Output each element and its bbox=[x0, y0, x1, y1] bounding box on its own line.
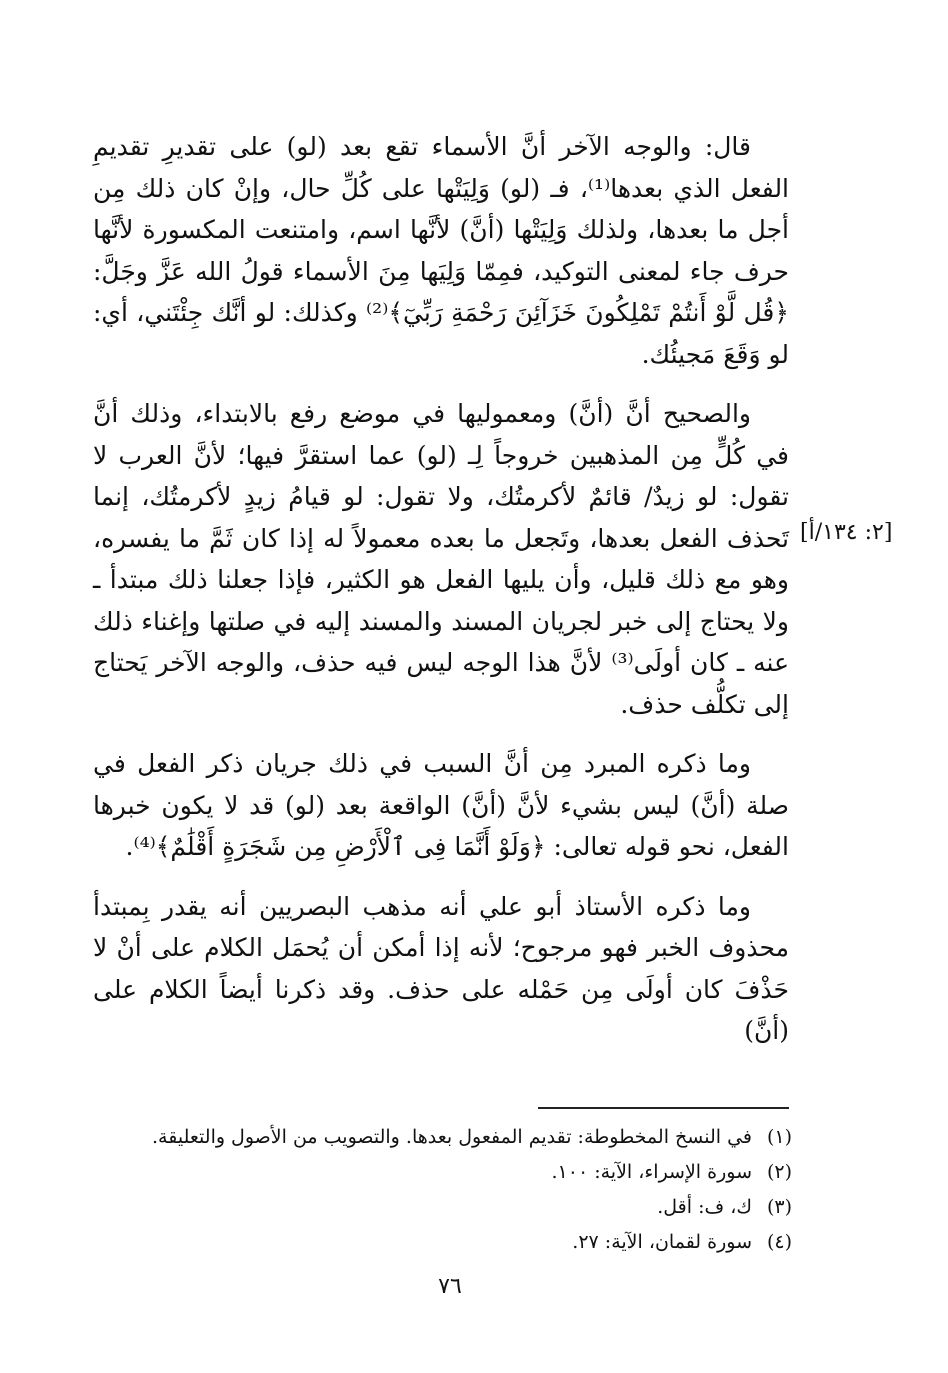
manuscript-folio-reference: [٢: ١٣٤/أ] bbox=[800, 520, 893, 545]
footnote-number: (٢) bbox=[766, 1161, 792, 1183]
footnote-item bbox=[150, 1120, 792, 1154]
footnotes bbox=[150, 1120, 792, 1260]
main-text-block bbox=[93, 126, 789, 1052]
body-paragraph-4: وما ذكره الأستاذ أبو علي أنه مذهب البصريين أنه يقدر بِمبتدأ محذوف الخبر فهو مرجوح؛ لأنه إذا أمكن أن يُحمَل الكلام على أنْ لا حَذْفَ كان أولَى مِن حَمْله على حذف. وقد ذكرنا أيضاً الكلام على (أنَّ) bbox=[93, 891, 789, 1045]
footnote-text: سورة لقمان، الآية: ٢٧. bbox=[572, 1231, 752, 1253]
footnote-item bbox=[150, 1190, 792, 1224]
body-paragraph-2: والصحيح أنَّ (أنَّ) ومعموليها في موضع رفع بالابتداء، وذلك أنَّ في كُلٍّ مِن المذهبين خروجاً لِـ (لو) عما استقرَّ فيها؛ لأنَّ العرب لا تقول: لو زيدٌ/ قائمٌ لأكرمتُك، ولا تقول: لو قيامُ زيدٍ لأكرمتُك، إنما تَحذف الفعل بعدها، وتَجعل ما بعده معمولاً له إذا كان ثَمَّ ما يفسره، وهو مع ذلك قليل، وأن يليها الفعل هو الكثير، فإذا جعلنا ذلك مبتدأ ـ ولا يحتاج إلى خبر لجريان المسند والمسند إليه في صلتها وإغناء ذلك عنه ـ كان أولَى⁽³⁾ لأنَّ هذا الوجه ليس فيه حذف، والوجه الآخر يَحتاج إلى تكلُّف حذف. bbox=[93, 399, 789, 719]
footnote-text: سورة الإسراء، الآية: ١٠٠. bbox=[551, 1161, 752, 1183]
footnote-text: ك، ف: أقل. bbox=[657, 1196, 752, 1218]
body-paragraph-1: قال: والوجه الآخر أنَّ الأسماء تقع بعد (لو) على تقديرِ تقديمِ الفعل الذي بعدها⁽¹⁾، فـ (لو) وَلِيَتْها على كُلِّ حال، وإنْ كان ذلك مِن أجل ما بعدها، ولذلك وَلِيَتْها (أنَّ) لأنَّها اسم، وامتنعت المكسورة لأنَّها حرف جاء لمعنى التوكيد، فمِمّا وَلِيَها مِنَ الأسماء قولُ الله عَزَّ وجَلَّ: ﴿قُل لَّوْ أَنتُمْ تَمْلِكُونَ خَزَآئِنَ رَحْمَةِ رَبِّيٓ﴾⁽²⁾ وكذلك: لو أنَّك جِئْتَني، أي: لو وَقَعَ مَجيئُك. bbox=[93, 132, 790, 369]
footnote-number: (٣) bbox=[766, 1196, 792, 1218]
footnote-separator bbox=[538, 1107, 789, 1109]
footnote-item bbox=[150, 1225, 792, 1259]
page-number: ٧٦ bbox=[438, 1274, 462, 1299]
footnote-item bbox=[150, 1155, 792, 1189]
footnote-text: في النسخ المخطوطة: تقديم المفعول بعدها. والتصويب من الأصول والتعليقة. bbox=[152, 1126, 752, 1148]
footnote-number: (١) bbox=[766, 1126, 792, 1148]
footnote-number: (٤) bbox=[766, 1231, 792, 1253]
body-paragraph-3: وما ذكره المبرد مِن أنَّ السبب في ذلك جريان ذكر الفعل في صلة (أنَّ) ليس بشيء لأنَّ (أنَّ) الواقعة بعد (لو) قد لا يكون خبرها الفعل، نحو قوله تعالى: ﴿وَلَوْ أَنَّمَا فِى ٱلْأَرْضِ مِن شَجَرَةٍ أَقْلَٰمٌ﴾⁽⁴⁾. bbox=[93, 749, 789, 861]
